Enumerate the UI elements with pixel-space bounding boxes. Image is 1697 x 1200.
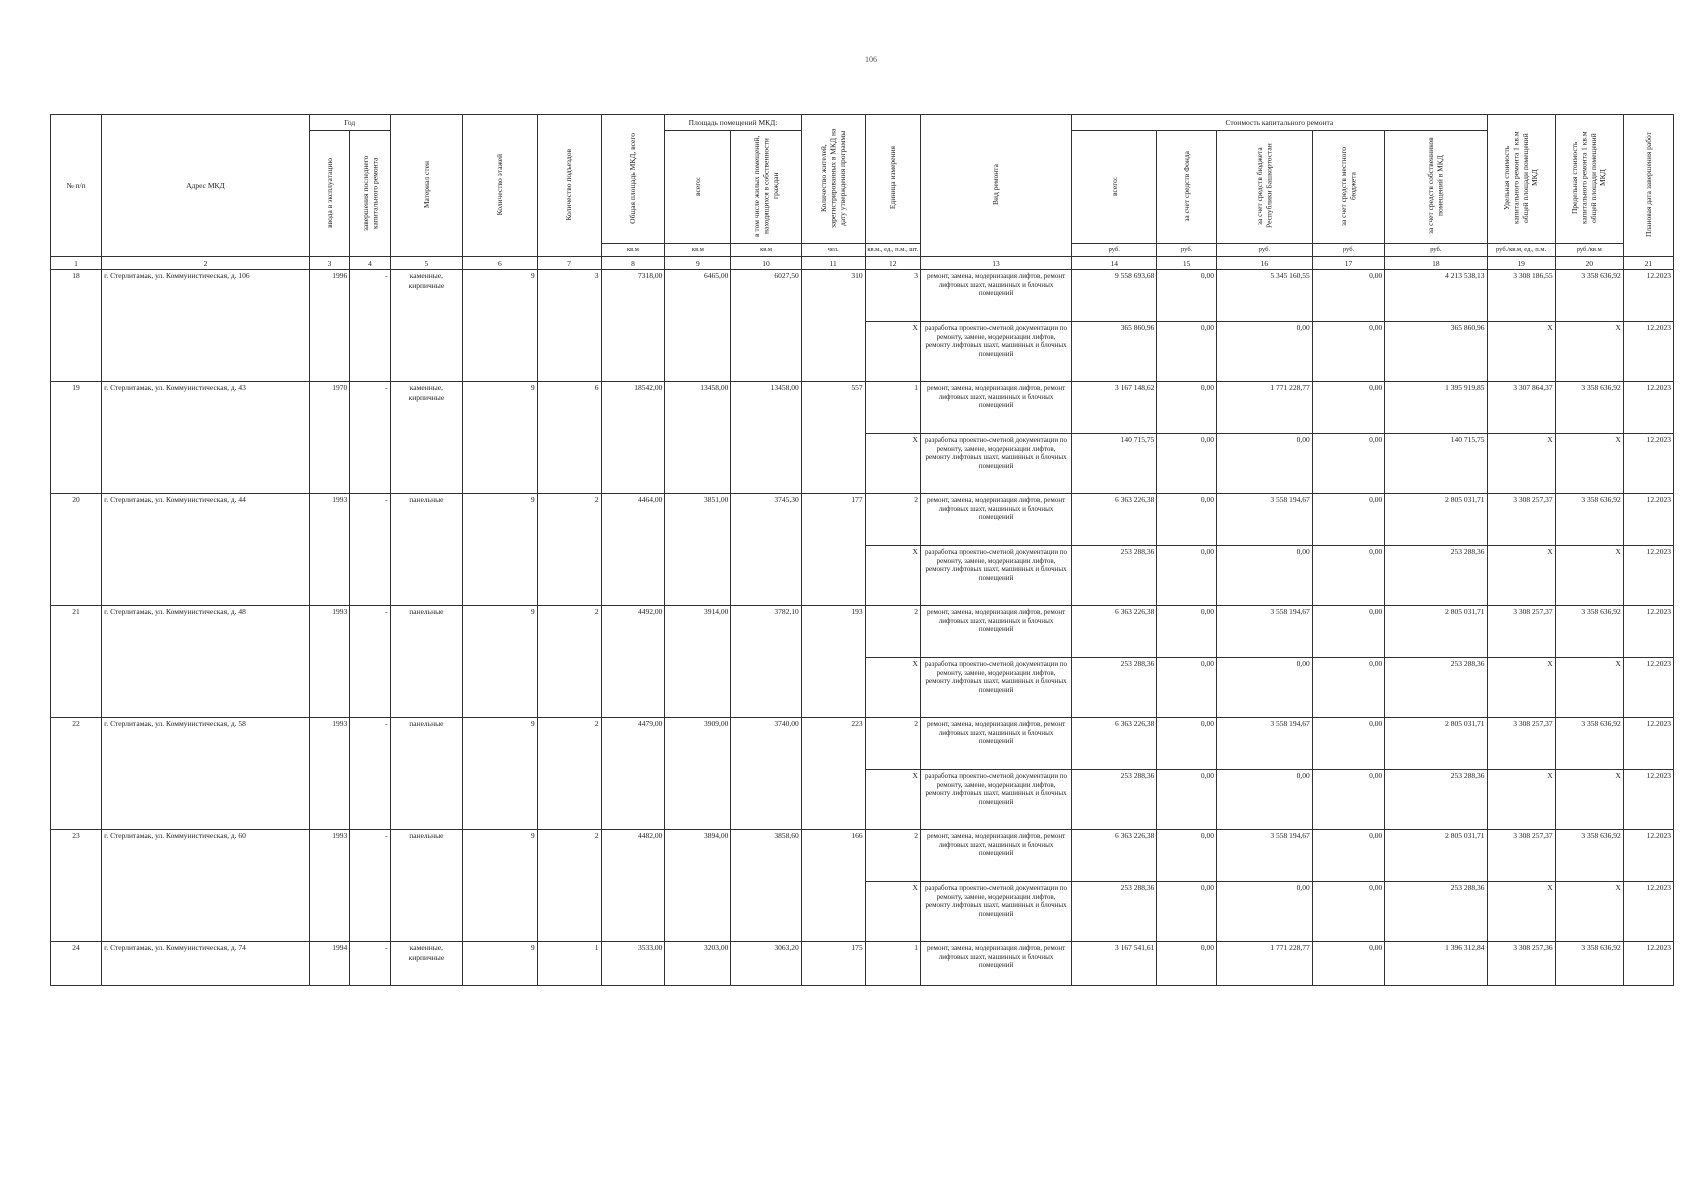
table-header [51,115,1674,270]
row-number: 20 [51,494,102,606]
cost-local-budget: 0,00 [1312,830,1384,882]
residents-count: 175 [801,942,865,986]
specific-cost: 3 307 864,37 [1487,382,1555,434]
cost-republic-budget: 0,00 [1216,770,1312,830]
wall-material: каменные, кирпичные [390,942,462,986]
total-area: 7318,00 [601,270,665,382]
premises-area-residential: 3063,20 [731,942,801,986]
residents-count: 193 [801,606,865,718]
specific-cost: 3 308 257,36 [1487,942,1555,986]
header-area-premises: в том числе жилых помещений, находящихся в собственности граждан [731,131,801,244]
house-address: г. Стерлитамак, ул. Коммунистическая, д. 48 [102,606,310,718]
work-type: разработка проектно-сметной документации по ремонту, замене, модернизации лифтов, ремонту лифтовых шахт, машинных и блочных помещений [920,658,1071,718]
limit-cost: X [1555,546,1623,606]
total-area: 3533,00 [601,942,665,986]
cost-total: 6 363 226,38 [1072,830,1157,882]
page-number: 106 [865,55,877,64]
cost-total: 140 715,75 [1072,434,1157,494]
house-address: г. Стерлитамак, ул. Коммунистическая, д. 74 [102,942,310,986]
cost-owners: 253 288,36 [1385,882,1487,942]
work-quantity: X [865,658,920,718]
specific-cost: 3 308 257,37 [1487,830,1555,882]
wall-material: панельные [390,494,462,606]
cost-owners: 1 396 312,84 [1385,942,1487,986]
cost-fund: 0,00 [1157,322,1217,382]
total-area: 4482,00 [601,830,665,942]
limit-cost: 3 358 636,92 [1555,494,1623,546]
premises-area-residential: 13458,00 [731,382,801,494]
cost-owners: 2 805 031,71 [1385,718,1487,770]
cost-local-budget: 0,00 [1312,770,1384,830]
cost-fund: 0,00 [1157,830,1217,882]
last-repair-year: - [350,270,390,382]
column-index: 7 [537,257,601,270]
cost-owners: 140 715,75 [1385,434,1487,494]
cost-republic-budget: 0,00 [1216,882,1312,942]
specific-cost: X [1487,658,1555,718]
column-index: 18 [1385,257,1487,270]
row-number: 23 [51,830,102,942]
header-residents: Количество жителей, зарегистрированных в МКД на дату утверждения программы [801,115,865,244]
table-row [51,382,1674,434]
floors-count: 9 [463,718,538,830]
unit-17: руб. [1312,244,1384,257]
unit-12: кв.м., ед., п.м., шт. [865,244,920,257]
limit-cost: 3 358 636,92 [1555,270,1623,322]
last-repair-year: - [350,718,390,830]
cost-republic-budget: 3 558 194,67 [1216,606,1312,658]
cost-republic-budget: 0,00 [1216,546,1312,606]
specific-cost: X [1487,434,1555,494]
commission-year: 1993 [309,494,349,606]
work-quantity: 2 [865,606,920,658]
premises-area-total: 3851,00 [665,494,731,606]
unit-14: руб. [1072,244,1157,257]
premises-area-total: 6465,00 [665,270,731,382]
premises-area-residential: 6027,50 [731,270,801,382]
commission-year: 1993 [309,718,349,830]
cost-fund: 0,00 [1157,770,1217,830]
entrances-count: 3 [537,270,601,382]
floors-count: 9 [463,494,538,606]
row-number: 18 [51,270,102,382]
total-area: 4464,00 [601,494,665,606]
row-number: 21 [51,606,102,718]
unit-8: кв.м [601,244,665,257]
row-number: 24 [51,942,102,986]
column-index: 13 [920,257,1071,270]
unit-9: кв.м [665,244,731,257]
cost-fund: 0,00 [1157,270,1217,322]
header-work-type: Вид ремонта [920,115,1071,257]
unit-10: кв.м [731,244,801,257]
cost-republic-budget: 3 558 194,67 [1216,830,1312,882]
column-index: 4 [350,257,390,270]
floors-count: 9 [463,270,538,382]
completion-date: 12.2023 [1623,494,1673,546]
cost-fund: 0,00 [1157,882,1217,942]
cost-total: 6 363 226,38 [1072,606,1157,658]
column-index: 11 [801,257,865,270]
unit-15: руб. [1157,244,1217,257]
specific-cost: X [1487,322,1555,382]
column-index: 10 [731,257,801,270]
table-row [51,830,1674,882]
unit-20: руб./кв.м [1555,244,1623,257]
work-quantity: 1 [865,382,920,434]
cost-local-budget: 0,00 [1312,942,1384,986]
cost-total: 253 288,36 [1072,882,1157,942]
residents-count: 557 [801,382,865,494]
wall-material: каменные, кирпичные [390,382,462,494]
entrances-count: 2 [537,830,601,942]
limit-cost: X [1555,322,1623,382]
specific-cost: 3 308 257,37 [1487,718,1555,770]
residents-count: 223 [801,718,865,830]
cost-total: 365 860,96 [1072,322,1157,382]
entrances-count: 2 [537,494,601,606]
work-quantity: 2 [865,718,920,770]
cost-local-budget: 0,00 [1312,434,1384,494]
cost-total: 6 363 226,38 [1072,494,1157,546]
table-row [51,606,1674,658]
cost-total: 253 288,36 [1072,770,1157,830]
limit-cost: 3 358 636,92 [1555,942,1623,986]
limit-cost: X [1555,770,1623,830]
completion-date: 12.2023 [1623,546,1673,606]
work-type: ремонт, замена, модернизация лифтов, ремонт лифтовых шахт, машинных и блочных помещений [920,494,1071,546]
limit-cost: X [1555,882,1623,942]
column-index-row [51,257,1674,270]
row-number: 19 [51,382,102,494]
column-index: 12 [865,257,920,270]
premises-area-residential: 3745,30 [731,494,801,606]
commission-year: 1993 [309,830,349,942]
column-index: 3 [309,257,349,270]
header-year-group: Год [309,115,390,131]
floors-count: 9 [463,606,538,718]
cost-fund: 0,00 [1157,494,1217,546]
table-row [51,494,1674,546]
repair-program-table-wrapper [50,114,1674,986]
commission-year: 1996 [309,270,349,382]
cost-republic-budget: 3 558 194,67 [1216,718,1312,770]
completion-date: 12.2023 [1623,718,1673,770]
cost-local-budget: 0,00 [1312,606,1384,658]
commission-year: 1993 [309,606,349,718]
cost-republic-budget: 0,00 [1216,434,1312,494]
completion-date: 12.2023 [1623,770,1673,830]
cost-owners: 1 395 919,85 [1385,382,1487,434]
premises-area-total: 3894,00 [665,830,731,942]
premises-area-residential: 3782,10 [731,606,801,718]
cost-republic-budget: 1 771 228,77 [1216,942,1312,986]
wall-material: панельные [390,718,462,830]
repair-program-table [50,114,1674,986]
premises-area-total: 3909,00 [665,718,731,830]
header-address: Адрес МКД [102,115,310,257]
work-quantity: 3 [865,270,920,322]
cost-local-budget: 0,00 [1312,270,1384,322]
cost-fund: 0,00 [1157,606,1217,658]
cost-fund: 0,00 [1157,546,1217,606]
completion-date: 12.2023 [1623,382,1673,434]
entrances-count: 2 [537,718,601,830]
house-address: г. Стерлитамак, ул. Коммунистическая, д. 58 [102,718,310,830]
completion-date: 12.2023 [1623,658,1673,718]
header-year-last-repair: завершения последнего капитального ремонта [350,131,390,257]
cost-owners: 4 213 538,13 [1385,270,1487,322]
header-cost-local: за счет средств местного бюджета [1312,131,1384,244]
work-quantity: X [865,434,920,494]
completion-date: 12.2023 [1623,942,1673,986]
cost-local-budget: 0,00 [1312,882,1384,942]
residents-count: 166 [801,830,865,942]
cost-total: 253 288,36 [1072,658,1157,718]
completion-date: 12.2023 [1623,270,1673,322]
work-quantity: 1 [865,942,920,986]
completion-date: 12.2023 [1623,434,1673,494]
completion-date: 12.2023 [1623,830,1673,882]
last-repair-year: - [350,382,390,494]
unit-16: руб. [1216,244,1312,257]
cost-local-budget: 0,00 [1312,658,1384,718]
premises-area-residential: 3740,00 [731,718,801,830]
commission-year: 1994 [309,942,349,986]
total-area: 4479,00 [601,718,665,830]
table-row [51,942,1674,986]
completion-date: 12.2023 [1623,322,1673,382]
specific-cost: 3 308 186,55 [1487,270,1555,322]
unit-18: руб. [1385,244,1487,257]
table-body [51,270,1674,986]
header-cost-rb: за счет средств бюджета Республики Башкортостан [1216,131,1312,244]
header-num: № п/п [51,115,102,257]
work-quantity: X [865,770,920,830]
specific-cost: 3 308 257,37 [1487,494,1555,546]
column-index: 2 [102,257,310,270]
cost-republic-budget: 5 345 160,55 [1216,270,1312,322]
cost-total: 3 167 541,61 [1072,942,1157,986]
header-specific-cost: Удельная стоимость капитального ремонта 1 кв.м общей площади помещений МКД [1487,115,1555,244]
work-type: ремонт, замена, модернизация лифтов, ремонт лифтовых шахт, машинных и блочных помещений [920,830,1071,882]
row-number: 22 [51,718,102,830]
header-cost-owners: за счет средств собственников помещений в МКД [1385,131,1487,244]
header-limit-cost: Предельная стоимость капитального ремонта 1 кв.м общей площади помещений МКД [1555,115,1623,244]
last-repair-year: - [350,830,390,942]
cost-republic-budget: 0,00 [1216,322,1312,382]
premises-area-total: 3203,00 [665,942,731,986]
header-area-group: Площадь помещений МКД: [665,115,801,131]
residents-count: 177 [801,494,865,606]
cost-total: 6 363 226,38 [1072,718,1157,770]
cost-fund: 0,00 [1157,658,1217,718]
entrances-count: 1 [537,942,601,986]
cost-republic-budget: 1 771 228,77 [1216,382,1312,434]
header-deadline: Плановая дата завершения работ [1623,115,1673,257]
limit-cost: 3 358 636,92 [1555,606,1623,658]
work-type: разработка проектно-сметной документации по ремонту, замене, модернизации лифтов, ремонту лифтовых шахт, машинных и блочных помещений [920,770,1071,830]
cost-fund: 0,00 [1157,942,1217,986]
floors-count: 9 [463,942,538,986]
floors-count: 9 [463,382,538,494]
column-index: 17 [1312,257,1384,270]
cost-owners: 2 805 031,71 [1385,606,1487,658]
specific-cost: X [1487,546,1555,606]
specific-cost: 3 308 257,37 [1487,606,1555,658]
table-row [51,718,1674,770]
wall-material: панельные [390,606,462,718]
last-repair-year: - [350,942,390,986]
column-index: 1 [51,257,102,270]
commission-year: 1970 [309,382,349,494]
total-area: 18542,00 [601,382,665,494]
cost-owners: 253 288,36 [1385,658,1487,718]
header-floors: Количество этажей [463,115,538,257]
column-index: 14 [1072,257,1157,270]
column-index: 15 [1157,257,1217,270]
cost-total: 9 558 693,68 [1072,270,1157,322]
work-type: ремонт, замена, модернизация лифтов, ремонт лифтовых шахт, машинных и блочных помещений [920,382,1071,434]
last-repair-year: - [350,606,390,718]
cost-owners: 253 288,36 [1385,770,1487,830]
wall-material: панельные [390,830,462,942]
column-index: 20 [1555,257,1623,270]
header-total-area: Общая площадь МКД, всего [601,115,665,244]
cost-owners: 253 288,36 [1385,546,1487,606]
table-row [51,270,1674,322]
header-area-total: всего: [665,131,731,244]
header-cost-total: всего: [1072,131,1157,244]
house-address: г. Стерлитамак, ул. Коммунистическая, д. 106 [102,270,310,382]
column-index: 21 [1623,257,1673,270]
last-repair-year: - [350,494,390,606]
work-type: разработка проектно-сметной документации по ремонту, замене, модернизации лифтов, ремонту лифтовых шахт, машинных и блочных помещений [920,882,1071,942]
cost-fund: 0,00 [1157,434,1217,494]
work-type: ремонт, замена, модернизация лифтов, ремонт лифтовых шахт, машинных и блочных помещений [920,718,1071,770]
premises-area-total: 13458,00 [665,382,731,494]
header-entrances: Количество подъездов [537,115,601,257]
entrances-count: 2 [537,606,601,718]
house-address: г. Стерлитамак, ул. Коммунистическая, д. 44 [102,494,310,606]
work-quantity: X [865,322,920,382]
unit-11: чел. [801,244,865,257]
column-index: 5 [390,257,462,270]
limit-cost: X [1555,658,1623,718]
limit-cost: 3 358 636,92 [1555,718,1623,770]
premises-area-total: 3914,00 [665,606,731,718]
residents-count: 310 [801,270,865,382]
limit-cost: 3 358 636,92 [1555,830,1623,882]
work-quantity: X [865,546,920,606]
header-cost-group: Стоимость капитального ремонта [1072,115,1487,131]
cost-total: 253 288,36 [1072,546,1157,606]
work-quantity: X [865,882,920,942]
limit-cost: X [1555,434,1623,494]
header-wall-material: Материал стен [390,115,462,257]
total-area: 4492,00 [601,606,665,718]
cost-local-budget: 0,00 [1312,718,1384,770]
cost-fund: 0,00 [1157,718,1217,770]
specific-cost: X [1487,770,1555,830]
cost-local-budget: 0,00 [1312,546,1384,606]
wall-material: каменные, кирпичные [390,270,462,382]
cost-owners: 2 805 031,71 [1385,830,1487,882]
house-address: г. Стерлитамак, ул. Коммунистическая, д. 60 [102,830,310,942]
work-type: ремонт, замена, модернизация лифтов, ремонт лифтовых шахт, машинных и блочных помещений [920,270,1071,322]
work-type: разработка проектно-сметной документации по ремонту, замене, модернизации лифтов, ремонту лифтовых шахт, машинных и блочных помещений [920,546,1071,606]
column-index: 19 [1487,257,1555,270]
work-type: ремонт, замена, модернизация лифтов, ремонт лифтовых шахт, машинных и блочных помещений [920,606,1071,658]
cost-owners: 2 805 031,71 [1385,494,1487,546]
work-quantity: 2 [865,830,920,882]
completion-date: 12.2023 [1623,606,1673,658]
entrances-count: 6 [537,382,601,494]
cost-total: 3 167 148,62 [1072,382,1157,434]
column-index: 9 [665,257,731,270]
column-index: 6 [463,257,538,270]
work-type: ремонт, замена, модернизация лифтов, ремонт лифтовых шахт, машинных и блочных помещений [920,942,1071,986]
column-index: 16 [1216,257,1312,270]
cost-local-budget: 0,00 [1312,494,1384,546]
column-index: 8 [601,257,665,270]
premises-area-residential: 3858,60 [731,830,801,942]
cost-republic-budget: 3 558 194,67 [1216,494,1312,546]
header-unit: Единица измерения [865,115,920,244]
work-type: разработка проектно-сметной документации по ремонту, замене, модернизации лифтов, ремонту лифтовых шахт, машинных и блочных помещений [920,434,1071,494]
cost-owners: 365 860,96 [1385,322,1487,382]
cost-local-budget: 0,00 [1312,382,1384,434]
floors-count: 9 [463,830,538,942]
specific-cost: X [1487,882,1555,942]
work-type: разработка проектно-сметной документации по ремонту, замене, модернизации лифтов, ремонту лифтовых шахт, машинных и блочных помещений [920,322,1071,382]
cost-local-budget: 0,00 [1312,322,1384,382]
unit-19: руб./кв.м, ед., п.м. [1487,244,1555,257]
header-year-commission: ввода в эксплуатацию [309,131,349,257]
limit-cost: 3 358 636,92 [1555,382,1623,434]
header-cost-fund: за счет средств Фонда [1157,131,1217,244]
work-quantity: 2 [865,494,920,546]
house-address: г. Стерлитамак, ул. Коммунистическая, д. 43 [102,382,310,494]
completion-date: 12.2023 [1623,882,1673,942]
cost-fund: 0,00 [1157,382,1217,434]
cost-republic-budget: 0,00 [1216,658,1312,718]
